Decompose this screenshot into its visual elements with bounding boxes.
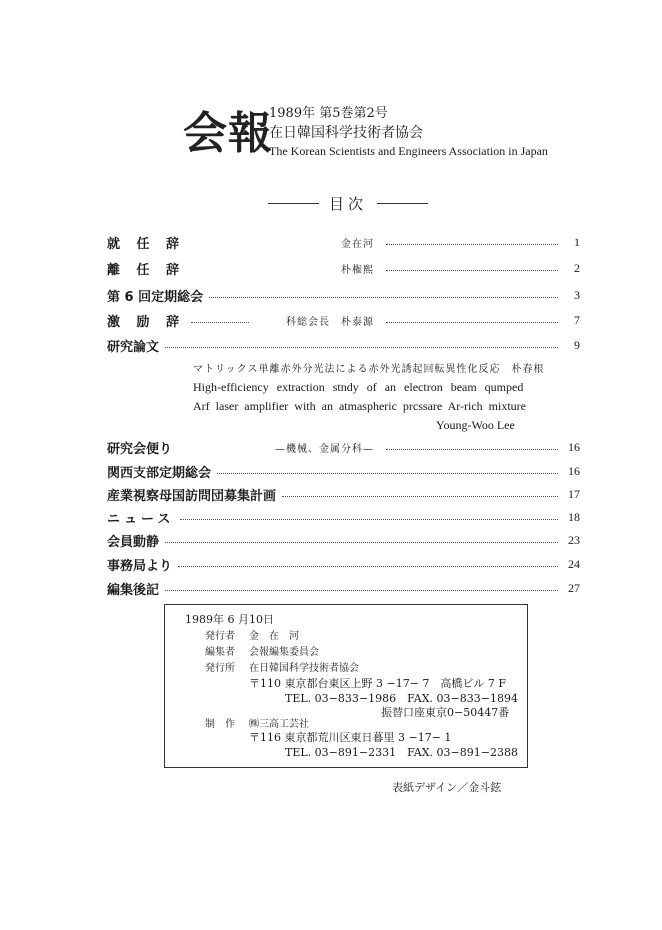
toc-row-kansai-meeting[interactable] [107, 462, 580, 480]
toc-entry-author: 科総会長 朴泰源 [286, 316, 374, 328]
printer-phone: TEL. 03−891−2331 FAX. 03−891−2388 [285, 746, 518, 759]
toc-row-news[interactable] [107, 508, 580, 526]
toc-entry-page: 3 [574, 287, 580, 302]
toc-entry-title: 産業視察母国訪問団募集計画 [107, 488, 277, 504]
toc-heading-text: 目次 [329, 195, 368, 213]
office-address: 〒110 東京都台東区上野 3 −17− 7 高橋ビル 7 F [249, 677, 507, 690]
org-name-en: The Korean Scientists and Engineers Association in Japan [269, 144, 548, 158]
dot-leader [209, 297, 558, 298]
toc-row-secretariat[interactable] [107, 555, 580, 573]
toc-entry-title: 研究会便り [107, 441, 173, 457]
toc-entry-page: 16 [568, 439, 580, 454]
dot-leader [165, 347, 558, 348]
publisher-label: 発行者 [205, 631, 235, 642]
toc-entry-page: 7 [574, 312, 580, 327]
toc-entry-title: 就 任 辞 [107, 236, 186, 252]
toc-row-study-group-news[interactable] [107, 438, 580, 456]
office-phone: TEL. 03−833−1986 FAX. 03−833−1894 [285, 692, 518, 705]
dot-leader [386, 449, 558, 450]
toc-entry-page: 23 [568, 532, 580, 547]
toc-heading [268, 193, 428, 214]
toc-row-industrial-tour[interactable] [107, 485, 580, 503]
toc-entry-title: 編集後記 [107, 582, 160, 598]
office-name: 在日韓国科学技術者協会 [249, 663, 359, 674]
toc-entry-page: 2 [574, 260, 580, 275]
toc-entry-page: 17 [568, 486, 580, 501]
toc-entry-title: 関西支部定期総会 [107, 465, 212, 481]
toc-entry-title: 会員動静 [107, 534, 160, 550]
toc-entry-title: 研究論文 [107, 339, 160, 355]
editor-name: 会報編集委員会 [249, 647, 319, 658]
toc-entry-author: 金在河 [341, 238, 374, 250]
colophon-box [164, 604, 528, 768]
toc-entry-page: 9 [574, 337, 580, 352]
toc-row-general-meeting[interactable] [107, 286, 580, 304]
printer-address: 〒116 東京都荒川区東日暮里 3 −17− 1 [249, 731, 452, 744]
dot-leader [386, 322, 558, 323]
toc-row-member-news[interactable] [107, 531, 580, 549]
toc-row-editors-note[interactable] [107, 579, 580, 597]
paper-2-title-line1: High-efficiency extraction stndy of an electron beam qumped [193, 380, 524, 394]
toc-entry-title: 離 任 辞 [107, 262, 186, 278]
toc-entry-title: ニュース [107, 511, 175, 527]
printer-name: ㈱三高工芸社 [249, 719, 309, 730]
dot-leader [180, 519, 558, 520]
org-name-ja: 在日韓国科学技術者協会 [269, 125, 423, 141]
toc-row-research-papers[interactable] [107, 336, 580, 354]
dot-leader [191, 322, 249, 323]
paper-2-title-line2: Arf laser amplifier with an atmaspheric prcssare Ar-rich mixture [193, 399, 526, 413]
toc-entry-title: 事務局より [107, 558, 173, 574]
toc-entry-page: 18 [568, 509, 580, 524]
toc-entry-title: 第 6 回定期総会 [107, 289, 204, 305]
paper-1-title: マトリックス単離赤外分光法による赤外光誘起回転異性化反応 朴春根 [193, 364, 545, 375]
dot-leader [217, 473, 558, 474]
toc-entry-page: 27 [568, 580, 580, 595]
office-label: 発行所 [205, 663, 235, 674]
toc-entry-page: 1 [574, 234, 580, 249]
dot-leader [165, 542, 558, 543]
heading-rule-right [377, 203, 428, 204]
dot-leader [165, 590, 558, 591]
dot-leader [178, 566, 558, 567]
publish-date: 1989年 6 月10日 [185, 613, 274, 626]
editor-label: 編集者 [205, 647, 235, 658]
toc-row-inaugural[interactable] [107, 233, 580, 251]
publisher-name: 金 在 河 [249, 631, 299, 642]
toc-entry-page: 16 [568, 463, 580, 478]
paper-2-author: Young-Woo Lee [436, 418, 515, 432]
toc-row-farewell[interactable] [107, 259, 580, 277]
toc-entry-author: 朴権熙 [341, 264, 374, 276]
issue-info: 1989年 第5巻第2号 [269, 106, 388, 121]
magazine-logo: 会報 [183, 108, 273, 159]
toc-entry-title: 激 励 辞 [107, 314, 186, 330]
heading-rule-left [268, 203, 319, 204]
dot-leader [282, 496, 558, 497]
dot-leader [386, 244, 558, 245]
toc-entry-author: —機械、金属分科— [275, 443, 374, 455]
dot-leader [386, 270, 558, 271]
toc-row-encouragement[interactable] [107, 311, 580, 329]
office-transfer-account: 振替口座東京0−50447番 [381, 706, 510, 719]
cover-design-credit: 表紙デザイン／金斗鉉 [392, 781, 502, 794]
print-label: 制 作 [205, 719, 235, 730]
toc-entry-page: 24 [568, 556, 580, 571]
